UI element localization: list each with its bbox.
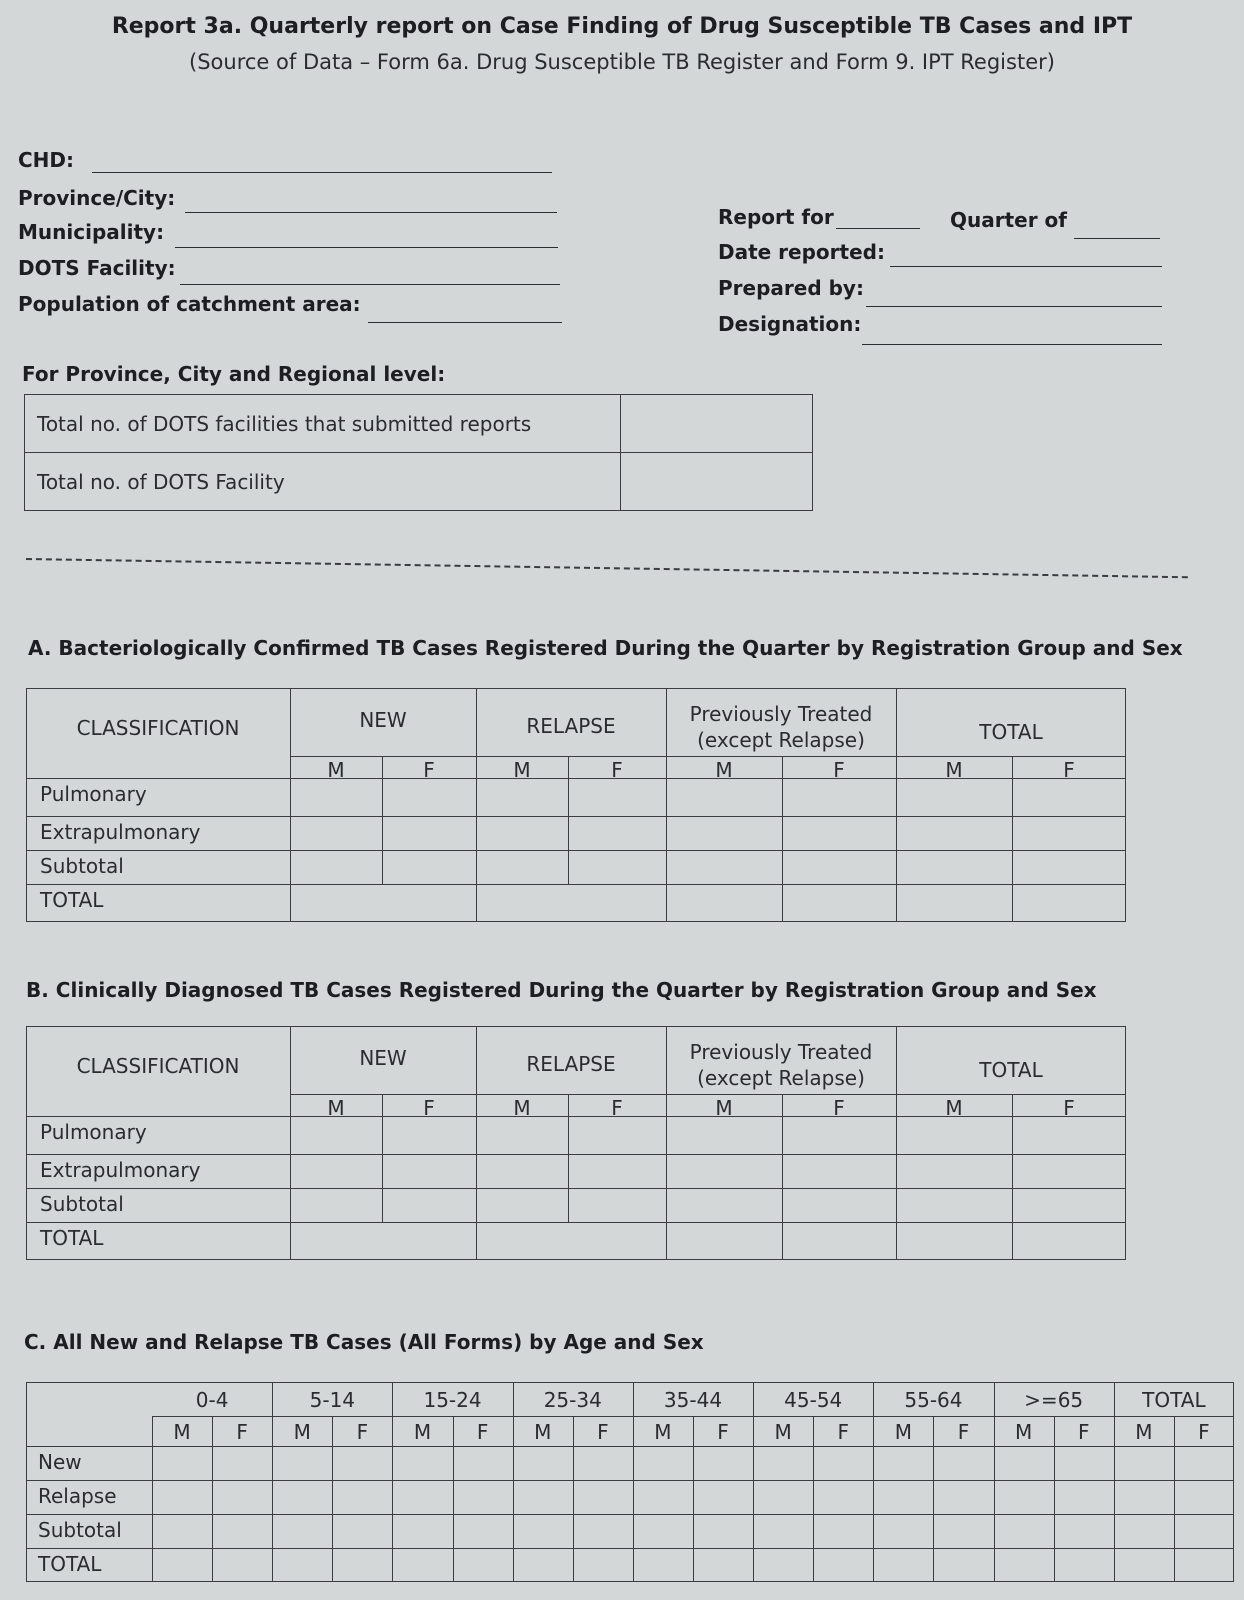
data-cell[interactable] [292,1190,380,1220]
data-cell[interactable] [996,1550,1052,1580]
data-cell[interactable] [668,1118,780,1152]
age-group-header: >=65 [1024,1388,1084,1412]
data-cell[interactable] [1176,1550,1232,1580]
data-cell[interactable] [695,1448,751,1478]
data-cell[interactable] [1014,780,1124,814]
data-cell[interactable] [1014,1156,1124,1186]
male-header: M [534,1420,552,1444]
data-cell[interactable] [334,1482,390,1512]
data-cell[interactable] [898,780,1010,814]
data-cell[interactable] [214,1516,270,1546]
group-header-previously-treated-sub: (except Relapse) [697,1066,865,1090]
prepared-by-label: Prepared by: [718,276,864,300]
data-cell[interactable] [292,1118,380,1152]
section-a-heading: A. Bacteriologically Confirmed TB Cases Registered During the Quarter by Registration Group and Sex [28,636,1183,660]
data-cell[interactable] [635,1482,691,1512]
data-cell[interactable] [515,1550,571,1580]
group-header-new: NEW [359,1046,407,1070]
data-cell[interactable] [384,818,474,848]
data-cell[interactable] [815,1448,871,1478]
female-header: F [837,1420,850,1444]
data-cell[interactable] [1056,1550,1112,1580]
province-row-value[interactable] [621,453,813,511]
row-divider [290,1094,1126,1095]
data-cell[interactable] [784,886,894,920]
data-cell[interactable] [1116,1550,1172,1580]
data-cell[interactable] [334,1448,390,1478]
data-cell[interactable] [478,1190,566,1220]
data-cell[interactable] [1014,1118,1124,1152]
province-table [24,394,813,511]
data-cell[interactable] [575,1550,631,1580]
group-header-previously-treated: Previously Treated [689,702,873,726]
data-cell[interactable] [1176,1448,1232,1478]
data-cell[interactable] [668,1190,780,1220]
group-header-relapse: RELAPSE [526,1052,616,1076]
data-cell[interactable] [784,1190,894,1220]
data-cell[interactable] [154,1448,210,1478]
data-cell[interactable] [815,1550,871,1580]
province-row-label: Total no. of DOTS facilities that submitted reports [25,395,621,453]
data-cell[interactable] [1056,1448,1112,1478]
data-cell[interactable] [898,1118,1010,1152]
data-cell[interactable] [292,780,380,814]
female-header: F [1063,1096,1075,1120]
date-reported-label: Date reported: [718,240,885,264]
data-cell[interactable] [996,1482,1052,1512]
data-cell[interactable] [455,1448,511,1478]
data-cell[interactable] [478,780,566,814]
data-cell[interactable] [478,1224,566,1258]
row-divider [26,1514,1234,1515]
row-label: Subtotal [38,1518,122,1542]
data-cell[interactable] [384,852,474,882]
female-header: F [236,1420,248,1444]
age-group-header: 45-54 [784,1388,843,1412]
section-c-heading: C. All New and Relapse TB Cases (All Forms) by Age and Sex [24,1330,704,1354]
data-cell[interactable] [575,1516,631,1546]
female-header: F [423,1096,435,1120]
data-cell[interactable] [570,1118,664,1152]
data-cell[interactable] [1014,886,1124,920]
quarter-of-field[interactable] [1074,238,1160,239]
age-group-header: 0-4 [195,1388,229,1412]
data-cell[interactable] [570,1224,664,1258]
data-cell[interactable] [570,1156,664,1186]
municipality-field[interactable] [175,247,558,248]
male-header: M [945,758,963,782]
table-row [25,395,813,453]
data-cell[interactable] [1116,1448,1172,1478]
column-divider [753,1382,754,1582]
data-cell[interactable] [394,1448,450,1478]
population-label: Population of catchment area: [18,292,361,316]
data-cell[interactable] [1014,1224,1124,1258]
row-divider [26,1446,1234,1447]
data-cell[interactable] [898,886,1010,920]
data-cell[interactable] [668,780,780,814]
report-subtitle: (Source of Data – Form 6a. Drug Susceptible TB Register and Form 9. IPT Register) [189,50,1055,74]
age-group-header: TOTAL [1142,1388,1206,1412]
data-cell[interactable] [274,1550,330,1580]
data-cell[interactable] [154,1550,210,1580]
data-cell[interactable] [214,1550,270,1580]
age-group-header: 35-44 [663,1388,723,1412]
male-header: M [1135,1420,1153,1444]
data-cell[interactable] [935,1448,991,1478]
data-cell[interactable] [274,1516,330,1546]
row-label: TOTAL [40,1226,104,1250]
data-cell[interactable] [695,1516,751,1546]
data-cell[interactable] [784,852,894,882]
designation-label: Designation: [718,312,862,336]
row-label: Pulmonary [40,1120,147,1144]
male-header: M [293,1420,311,1444]
data-cell[interactable] [384,1156,474,1186]
column-divider [272,1382,273,1582]
male-header: M [894,1420,913,1444]
female-header: F [957,1420,970,1444]
data-cell[interactable] [935,1550,991,1580]
data-cell[interactable] [334,1550,390,1580]
data-cell[interactable] [996,1516,1052,1546]
dots-facility-field[interactable] [180,284,560,285]
data-cell[interactable] [875,1448,931,1478]
female-header: F [1063,758,1075,782]
data-cell[interactable] [384,1118,474,1152]
group-header-new: NEW [359,708,407,732]
data-cell[interactable] [1116,1516,1172,1546]
data-cell[interactable] [668,1156,780,1186]
designation-field[interactable] [862,344,1162,345]
data-cell[interactable] [898,1224,1010,1258]
data-cell[interactable] [1014,818,1124,848]
data-cell[interactable] [1176,1516,1232,1546]
province-row-value[interactable] [621,395,813,453]
row-label: Extrapulmonary [40,1158,201,1182]
data-cell[interactable] [570,1190,664,1220]
column-divider [392,1382,393,1582]
data-cell[interactable] [334,1516,390,1546]
row-divider [26,816,1126,817]
female-header: F [423,758,435,782]
data-cell[interactable] [898,852,1010,882]
data-cell[interactable] [898,818,1010,848]
data-cell[interactable] [755,1482,811,1512]
classification-header: CLASSIFICATION [76,1054,240,1078]
row-label: Extrapulmonary [40,820,201,844]
group-header-total: TOTAL [979,720,1043,744]
age-group-header: 15-24 [423,1388,482,1412]
data-cell[interactable] [154,1482,210,1512]
data-cell[interactable] [635,1516,691,1546]
data-cell[interactable] [755,1550,811,1580]
data-cell[interactable] [635,1550,691,1580]
female-header: F [1077,1420,1090,1444]
female-header: F [833,758,845,782]
row-label: Relapse [38,1484,117,1508]
data-cell[interactable] [695,1482,751,1512]
data-cell[interactable] [1014,852,1124,882]
data-cell[interactable] [384,1224,474,1258]
data-cell[interactable] [274,1482,330,1512]
male-header: M [327,1096,345,1120]
data-cell[interactable] [875,1482,931,1512]
data-cell[interactable] [935,1482,991,1512]
data-cell[interactable] [575,1448,631,1478]
male-header: M [173,1420,191,1444]
female-header: F [597,1420,609,1444]
row-divider [26,1154,1126,1155]
data-cell[interactable] [575,1482,631,1512]
column-divider [1114,1382,1115,1582]
data-cell[interactable] [515,1516,571,1546]
province-city-field[interactable] [185,212,557,213]
data-cell[interactable] [815,1516,871,1546]
data-cell[interactable] [570,886,664,920]
data-cell[interactable] [515,1482,571,1512]
data-cell[interactable] [668,818,780,848]
row-label: Subtotal [40,854,124,878]
data-cell[interactable] [455,1516,511,1546]
report-for-field[interactable] [836,228,920,229]
data-cell[interactable] [570,780,664,814]
data-cell[interactable] [394,1482,450,1512]
data-cell[interactable] [274,1448,330,1478]
female-header: F [611,1096,623,1120]
group-header-relapse: RELAPSE [526,714,616,738]
male-header: M [774,1420,792,1444]
data-cell[interactable] [292,886,380,920]
data-cell[interactable] [668,1224,780,1258]
row-divider [26,1480,1234,1481]
male-header: M [327,758,345,782]
age-group-header: 25-34 [543,1388,602,1412]
data-cell[interactable] [1176,1482,1232,1512]
row-label: New [38,1450,82,1474]
data-cell[interactable] [455,1550,511,1580]
data-cell[interactable] [394,1516,450,1546]
data-cell[interactable] [384,780,474,814]
date-reported-field[interactable] [890,266,1162,267]
male-header: M [413,1420,432,1444]
data-cell[interactable] [384,1190,474,1220]
row-divider [290,756,1126,757]
province-city-label: Province/City: [18,186,176,210]
data-cell[interactable] [394,1550,450,1580]
report-title: Report 3a. Quarterly report on Case Finding of Drug Susceptible TB Cases and IPT [111,14,1133,39]
row-label: TOTAL [40,888,104,912]
cut-line [26,558,1188,578]
data-cell[interactable] [478,886,566,920]
data-cell[interactable] [1056,1482,1112,1512]
female-header: F [1198,1420,1210,1444]
row-divider [26,1188,1126,1189]
data-cell[interactable] [478,852,566,882]
data-cell[interactable] [455,1482,511,1512]
report-for-label: Report for [718,205,834,229]
data-cell[interactable] [570,852,664,882]
data-cell[interactable] [875,1516,931,1546]
data-cell[interactable] [815,1482,871,1512]
data-cell[interactable] [1056,1516,1112,1546]
female-header: F [833,1096,845,1120]
data-cell[interactable] [784,1118,894,1152]
female-header: F [476,1420,489,1444]
group-header-previously-treated: Previously Treated [689,1040,873,1064]
female-header: F [717,1420,729,1444]
data-cell[interactable] [784,818,894,848]
data-cell[interactable] [875,1550,931,1580]
dots-facility-label: DOTS Facility: [18,256,176,280]
classification-header: CLASSIFICATION [76,716,240,740]
data-cell[interactable] [214,1448,270,1478]
data-cell[interactable] [478,1118,566,1152]
male-header: M [513,758,531,782]
row-divider [26,1222,1126,1223]
data-cell[interactable] [1116,1482,1172,1512]
prepared-by-field[interactable] [866,306,1162,307]
data-cell[interactable] [1014,1190,1124,1220]
data-cell[interactable] [570,818,664,848]
data-cell[interactable] [695,1550,751,1580]
row-divider [26,1548,1234,1549]
data-cell[interactable] [755,1516,811,1546]
data-cell[interactable] [898,1156,1010,1186]
data-cell[interactable] [784,1156,894,1186]
data-cell[interactable] [668,852,780,882]
column-divider [513,1382,514,1582]
age-group-header: 5-14 [309,1388,356,1412]
province-section-heading: For Province, City and Regional level: [22,362,446,386]
data-cell[interactable] [478,818,566,848]
group-header-previously-treated-sub: (except Relapse) [697,728,865,752]
row-divider [26,850,1126,851]
section-b-heading: B. Clinically Diagnosed TB Cases Registered During the Quarter by Registration Group and Sex [26,978,1097,1002]
data-cell[interactable] [292,1224,380,1258]
data-cell[interactable] [478,1156,566,1186]
male-header: M [1014,1420,1033,1444]
male-header: M [715,758,733,782]
data-cell[interactable] [154,1516,210,1546]
data-cell[interactable] [755,1448,811,1478]
row-label: Subtotal [40,1192,124,1216]
chd-field[interactable] [92,172,552,173]
data-cell[interactable] [668,886,780,920]
female-header: F [356,1420,369,1444]
quarter-of-label: Quarter of [950,208,1067,232]
municipality-label: Municipality: [18,220,165,244]
data-cell[interactable] [898,1190,1010,1220]
male-header: M [654,1420,672,1444]
data-cell[interactable] [784,780,894,814]
data-cell[interactable] [292,818,380,848]
column-divider [873,1382,874,1582]
data-cell[interactable] [515,1448,571,1478]
female-header: F [611,758,623,782]
data-cell[interactable] [996,1448,1052,1478]
male-header: M [513,1096,531,1120]
data-cell[interactable] [935,1516,991,1546]
row-label: Pulmonary [40,782,147,806]
data-cell[interactable] [784,1224,894,1258]
data-cell[interactable] [635,1448,691,1478]
data-cell[interactable] [292,1156,380,1186]
group-header-total: TOTAL [979,1058,1043,1082]
data-cell[interactable] [384,886,474,920]
data-cell[interactable] [292,852,380,882]
table-row [25,453,813,511]
data-cell[interactable] [214,1482,270,1512]
chd-label: CHD: [18,148,75,172]
age-group-header: 55-64 [904,1388,963,1412]
male-header: M [945,1096,963,1120]
column-divider [633,1382,634,1582]
province-row-label: Total no. of DOTS Facility [25,453,621,511]
male-header: M [715,1096,733,1120]
row-divider [26,884,1126,885]
column-divider [994,1382,995,1582]
row-label: TOTAL [38,1552,102,1576]
population-field[interactable] [368,322,562,323]
